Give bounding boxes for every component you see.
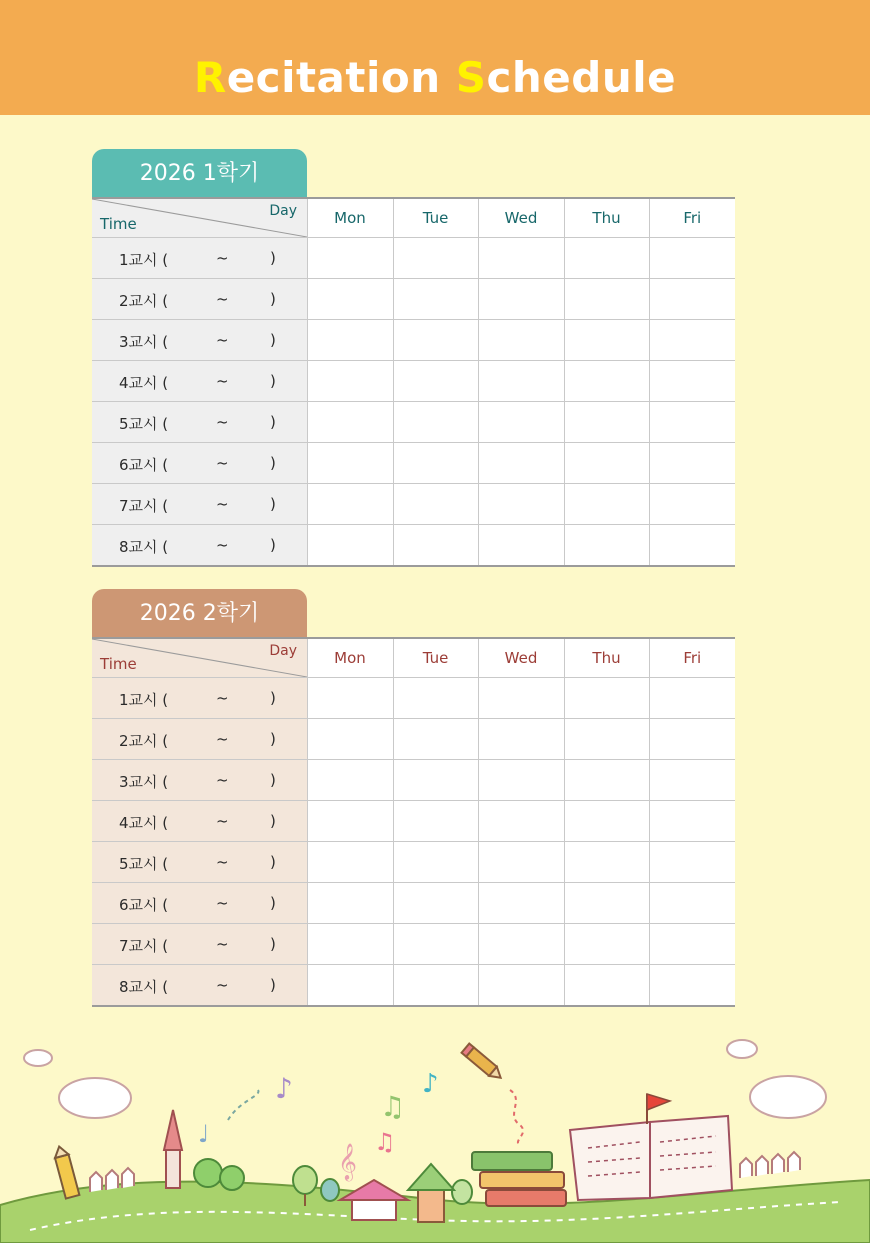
- period-tilde: ~: [216, 454, 229, 472]
- period-tilde: ~: [216, 853, 229, 871]
- schedule-cell[interactable]: [478, 484, 564, 525]
- schedule-cell[interactable]: [307, 525, 393, 567]
- cloud-icon: [750, 1076, 826, 1118]
- page-title: [0, 52, 870, 104]
- period-label: [92, 279, 307, 320]
- title-second-rest: chedule: [486, 53, 677, 102]
- day-header-mon: Mon: [307, 638, 393, 678]
- schedule-cell[interactable]: [649, 924, 735, 965]
- period-close: ): [270, 536, 276, 554]
- period-name: 2교시 (: [119, 732, 169, 750]
- period-name: 4교시 (: [119, 374, 169, 392]
- period-label: [92, 443, 307, 484]
- schedule-cell[interactable]: [307, 801, 393, 842]
- schedule-cell[interactable]: [478, 238, 564, 279]
- cloud-icon: [727, 1040, 757, 1058]
- music-note-icon: 𝄞: [338, 1142, 357, 1180]
- period-name: 6교시 (: [119, 896, 169, 914]
- schedule-cell[interactable]: [478, 279, 564, 320]
- schedule-cell[interactable]: [393, 320, 478, 361]
- schedule-cell[interactable]: [564, 484, 649, 525]
- semester-2-timetable: [92, 637, 735, 1007]
- day-header-wed: Wed: [478, 638, 564, 678]
- period-close: ): [270, 249, 276, 267]
- schedule-cell[interactable]: [307, 678, 393, 719]
- period-tilde: ~: [216, 495, 229, 513]
- schedule-cell[interactable]: [564, 678, 649, 719]
- period-tilde: ~: [216, 689, 229, 707]
- header-bar: [0, 0, 870, 115]
- schedule-cell[interactable]: [307, 361, 393, 402]
- schedule-cell[interactable]: [649, 719, 735, 760]
- title-second-capital: S: [455, 53, 487, 102]
- period-tilde: ~: [216, 372, 229, 390]
- table-row: [92, 443, 735, 484]
- period-tilde: ~: [216, 413, 229, 431]
- cloud-icon: [59, 1078, 131, 1118]
- schedule-cell[interactable]: [649, 801, 735, 842]
- period-close: ): [270, 976, 276, 994]
- period-tilde: ~: [216, 935, 229, 953]
- schedule-cell[interactable]: [564, 719, 649, 760]
- schedule-cell[interactable]: [478, 801, 564, 842]
- tree-icon: [452, 1180, 472, 1204]
- period-close: ): [270, 894, 276, 912]
- period-name: 5교시 (: [119, 415, 169, 433]
- schedule-cell[interactable]: [393, 883, 478, 924]
- schedule-cell[interactable]: [393, 965, 478, 1007]
- period-label: [92, 361, 307, 402]
- period-name: 1교시 (: [119, 251, 169, 269]
- period-label: [92, 484, 307, 525]
- schedule-cell[interactable]: [307, 484, 393, 525]
- schedule-cell[interactable]: [478, 525, 564, 567]
- schedule-cell[interactable]: [307, 760, 393, 801]
- schedule-cell[interactable]: [649, 320, 735, 361]
- schedule-cell[interactable]: [393, 924, 478, 965]
- open-book-icon: [570, 1116, 732, 1200]
- period-name: 7교시 (: [119, 497, 169, 515]
- period-name: 4교시 (: [119, 814, 169, 832]
- table-row: [92, 484, 735, 525]
- schedule-cell[interactable]: [307, 402, 393, 443]
- schedule-cell[interactable]: [478, 320, 564, 361]
- period-close: ): [270, 331, 276, 349]
- period-tilde: ~: [216, 976, 229, 994]
- music-note-icon: ♩: [198, 1120, 210, 1148]
- pencil-icon: [52, 1145, 79, 1199]
- period-name: 3교시 (: [119, 333, 169, 351]
- schedule-cell[interactable]: [564, 238, 649, 279]
- schedule-cell[interactable]: [564, 525, 649, 567]
- period-name: 6교시 (: [119, 456, 169, 474]
- schedule-cell[interactable]: [649, 965, 735, 1007]
- period-close: ): [270, 454, 276, 472]
- pencil-icon: [462, 1044, 505, 1083]
- day-header-tue: Tue: [393, 638, 478, 678]
- period-close: ): [270, 689, 276, 707]
- schedule-cell[interactable]: [649, 279, 735, 320]
- schedule-cell[interactable]: [564, 965, 649, 1007]
- period-tilde: ~: [216, 331, 229, 349]
- period-name: 8교시 (: [119, 538, 169, 556]
- day-header-thu: Thu: [564, 198, 649, 238]
- table-row: [92, 801, 735, 842]
- schedule-cell[interactable]: [478, 842, 564, 883]
- day-header-fri: Fri: [649, 198, 735, 238]
- schedule-cell[interactable]: [307, 924, 393, 965]
- corner-header: [92, 638, 307, 678]
- schedule-cell[interactable]: [564, 279, 649, 320]
- schedule-cell[interactable]: [649, 484, 735, 525]
- flag-icon: [647, 1094, 670, 1124]
- period-label: [92, 842, 307, 883]
- schedule-cell[interactable]: [478, 678, 564, 719]
- period-label: [92, 801, 307, 842]
- corner-header: [92, 198, 307, 238]
- schedule-cell[interactable]: [478, 883, 564, 924]
- book-stack-icon: [472, 1152, 566, 1206]
- day-header-fri: Fri: [649, 638, 735, 678]
- cloud-icon: [24, 1050, 52, 1066]
- schedule-cell[interactable]: [393, 760, 478, 801]
- landscape-illustration: [0, 1030, 870, 1243]
- table-row: [92, 402, 735, 443]
- schedule-cell[interactable]: [564, 361, 649, 402]
- schedule-cell[interactable]: [307, 719, 393, 760]
- schedule-cell[interactable]: [307, 883, 393, 924]
- period-label: [92, 678, 307, 719]
- schedule-cell[interactable]: [307, 279, 393, 320]
- period-tilde: ~: [216, 730, 229, 748]
- schedule-cell[interactable]: [478, 965, 564, 1007]
- period-name: 1교시 (: [119, 691, 169, 709]
- period-label: [92, 760, 307, 801]
- semester-1-tab: 2026 1학기: [92, 149, 307, 197]
- schedule-cell[interactable]: [478, 924, 564, 965]
- schedule-cell[interactable]: [393, 719, 478, 760]
- period-close: ): [270, 495, 276, 513]
- day-header-mon: Mon: [307, 198, 393, 238]
- period-label: [92, 924, 307, 965]
- schedule-cell[interactable]: [393, 443, 478, 484]
- schedule-cell[interactable]: [564, 443, 649, 484]
- schedule-cell[interactable]: [564, 760, 649, 801]
- schedule-cell[interactable]: [564, 801, 649, 842]
- period-name: 2교시 (: [119, 292, 169, 310]
- period-close: ): [270, 853, 276, 871]
- period-close: ): [270, 935, 276, 953]
- schedule-cell[interactable]: [307, 238, 393, 279]
- period-label: [92, 719, 307, 760]
- period-tilde: ~: [216, 249, 229, 267]
- schedule-cell[interactable]: [649, 525, 735, 567]
- schedule-cell[interactable]: [478, 402, 564, 443]
- schedule-cell[interactable]: [478, 361, 564, 402]
- title-first-rest: ecitation: [226, 53, 456, 102]
- period-tilde: ~: [216, 894, 229, 912]
- table-row: [92, 361, 735, 402]
- schedule-cell[interactable]: [393, 402, 478, 443]
- period-tilde: ~: [216, 536, 229, 554]
- corner-time-label: Time: [100, 655, 137, 673]
- schedule-cell[interactable]: [478, 719, 564, 760]
- schedule-cell[interactable]: [478, 760, 564, 801]
- period-close: ): [270, 730, 276, 748]
- day-header-wed: Wed: [478, 198, 564, 238]
- period-label: [92, 238, 307, 279]
- music-note-icon: ♫: [380, 1090, 406, 1123]
- period-tilde: ~: [216, 771, 229, 789]
- period-close: ): [270, 771, 276, 789]
- table-row: [92, 320, 735, 361]
- table-row: [92, 760, 735, 801]
- schedule-cell[interactable]: [564, 842, 649, 883]
- music-note-icon: ♪: [275, 1072, 293, 1105]
- tree-icon: [321, 1179, 339, 1201]
- schedule-cell[interactable]: [649, 678, 735, 719]
- schedule-cell[interactable]: [649, 842, 735, 883]
- schedule-cell[interactable]: [393, 484, 478, 525]
- corner-time-label: Time: [100, 215, 137, 233]
- schedule-cell[interactable]: [564, 402, 649, 443]
- corner-day-label: Day: [269, 203, 297, 219]
- table-row: [92, 238, 735, 279]
- table-row: [92, 525, 735, 567]
- schedule-cell[interactable]: [307, 965, 393, 1007]
- music-note-icon: ♫: [374, 1128, 396, 1156]
- corner-day-label: Day: [269, 643, 297, 659]
- day-header-tue: Tue: [393, 198, 478, 238]
- period-label: [92, 402, 307, 443]
- schedule-cell[interactable]: [307, 320, 393, 361]
- schedule-cell[interactable]: [393, 361, 478, 402]
- music-note-icon: ♪: [422, 1069, 439, 1099]
- semester-2-tab: 2026 2학기: [92, 589, 307, 637]
- schedule-cell[interactable]: [564, 320, 649, 361]
- period-name: 5교시 (: [119, 855, 169, 873]
- table-row: [92, 842, 735, 883]
- period-label: [92, 320, 307, 361]
- table-row: [92, 678, 735, 719]
- period-name: 3교시 (: [119, 773, 169, 791]
- title-first-capital: R: [193, 53, 227, 102]
- table-row: [92, 883, 735, 924]
- period-close: ): [270, 812, 276, 830]
- semester-1-timetable: [92, 197, 735, 567]
- schedule-cell[interactable]: [393, 279, 478, 320]
- period-label: [92, 883, 307, 924]
- schedule-cell[interactable]: [307, 443, 393, 484]
- table-row: [92, 965, 735, 1007]
- table-row: [92, 719, 735, 760]
- schedule-cell[interactable]: [564, 883, 649, 924]
- schedule-cell[interactable]: [393, 801, 478, 842]
- table-row: [92, 279, 735, 320]
- period-close: ): [270, 413, 276, 431]
- period-name: 8교시 (: [119, 978, 169, 996]
- period-tilde: ~: [216, 290, 229, 308]
- schedule-cell[interactable]: [393, 238, 478, 279]
- schedule-cell[interactable]: [307, 842, 393, 883]
- period-close: ): [270, 290, 276, 308]
- schedule-cell[interactable]: [649, 402, 735, 443]
- period-label: [92, 965, 307, 1007]
- schedule-cell[interactable]: [649, 443, 735, 484]
- schedule-cell[interactable]: [564, 924, 649, 965]
- schedule-cell[interactable]: [393, 678, 478, 719]
- period-name: 7교시 (: [119, 937, 169, 955]
- schedule-cell[interactable]: [649, 238, 735, 279]
- day-header-thu: Thu: [564, 638, 649, 678]
- period-close: ): [270, 372, 276, 390]
- castle-tower-icon: [164, 1110, 182, 1188]
- schedule-cell[interactable]: [649, 361, 735, 402]
- period-label: [92, 525, 307, 567]
- schedule-cell[interactable]: [393, 525, 478, 567]
- schedule-cell[interactable]: [478, 443, 564, 484]
- schedule-cell[interactable]: [649, 883, 735, 924]
- table-row: [92, 924, 735, 965]
- period-tilde: ~: [216, 812, 229, 830]
- schedule-cell[interactable]: [393, 842, 478, 883]
- schedule-cell[interactable]: [649, 760, 735, 801]
